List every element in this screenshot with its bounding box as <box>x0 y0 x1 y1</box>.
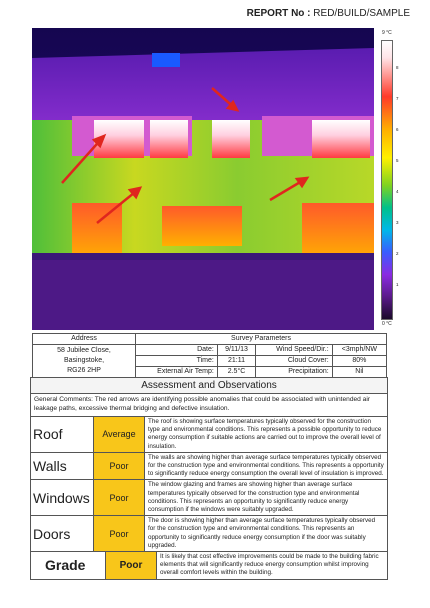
scale-tick: 2 <box>396 251 399 256</box>
address-heading: Address <box>33 334 136 345</box>
assessment-row-roof <box>30 417 388 453</box>
precip-label: Precipitation: <box>256 367 333 378</box>
wind-label: Wind Speed/Dir.: <box>256 345 333 356</box>
ext-temp-value: 2.5°C <box>217 367 255 378</box>
wind-value: <3mph/NW <box>332 345 386 356</box>
scale-tick: 4 <box>396 189 399 194</box>
report-number <box>247 8 410 19</box>
rating-badge: Poor <box>93 453 145 480</box>
scale-tick: 3 <box>396 220 399 225</box>
assessment-row-windows <box>30 480 388 516</box>
element-label: Windows <box>33 489 90 506</box>
assessment-row-walls <box>30 453 388 481</box>
element-description: The window glazing and frames are showing higher than average surface temperatures typically observed for the construction type and environmental conditions. This represents an opportunity to significantly reduce energy consumption if the windows were suitably upgraded. <box>148 481 360 514</box>
general-comments: General Comments: The red arrows are identifying possible anomalies that could be associated with unintended air leakage paths, excessive thermal bridging and defective insulation. <box>30 394 388 417</box>
scale-max-label: 9 °C <box>382 30 392 36</box>
cloud-label: Cloud Cover: <box>256 356 333 367</box>
element-label: Doors <box>33 525 71 542</box>
element-description: The walls are showing higher than average surface temperatures typically observed for the construction type and environmental conditions. This represents a opportunity to significantly reduce energy consumption the overall level of insulation is improved. <box>148 453 384 478</box>
precip-value: Nil <box>332 367 386 378</box>
report-number-prefix: REPORT No : <box>246 8 311 19</box>
scale-min-label: 0 °C <box>382 321 392 327</box>
element-label: Walls <box>33 458 67 475</box>
rating-badge: Poor <box>93 516 145 551</box>
address-line: 58 Jubilee Close, <box>57 347 111 354</box>
thermal-image <box>32 28 374 330</box>
assessment-row-grade <box>30 552 388 580</box>
element-label: Roof <box>33 426 63 443</box>
address-value <box>33 345 136 378</box>
time-value: 21:11 <box>217 356 255 367</box>
report-number-value: RED/BUILD/SAMPLE <box>313 8 410 19</box>
rating-badge: Average <box>93 417 145 452</box>
scale-gradient <box>381 40 393 320</box>
ext-temp-label: External Air Temp: <box>136 367 218 378</box>
scale-tick: 1 <box>396 282 399 287</box>
date-label: Date: <box>136 345 218 356</box>
date-value: 9/11/13 <box>217 345 255 356</box>
grade-description: It is likely that cost effective improvements could be made to the building fabric elements that will significantly reduce energy consumption whilst improving overall comfort levels within the building. <box>160 553 379 577</box>
grade-badge: Poor <box>105 552 157 579</box>
scale-tick: 5 <box>396 158 399 163</box>
address-line: RG26 2HP <box>67 367 101 374</box>
grade-label: Grade <box>45 557 86 574</box>
element-description: The roof is showing surface temperatures typically observed for the construction type and environmental conditions. This represents a possible opportunity to reduce energy consumption if suitable actions are carried out to improve the overall level of insulation. <box>148 418 382 450</box>
temperature-scale <box>378 28 410 330</box>
assessment-title: Assessment and Observations <box>30 377 388 394</box>
assessment-row-doors <box>30 516 388 552</box>
scale-tick: 6 <box>396 127 399 132</box>
cloud-value: 80% <box>332 356 386 367</box>
address-line: Basingstoke, <box>63 357 105 364</box>
survey-heading: Survey Parameters <box>136 334 387 345</box>
time-label: Time: <box>136 356 218 367</box>
rating-badge: Poor <box>93 480 145 515</box>
scale-tick: 8 <box>396 65 399 70</box>
element-description: The door is showing higher than average surface temperatures typically observed for the construction type and environmental conditions. This represents an opportunity to significantly reduce energy consumption if the door was suitably upgraded. <box>148 517 376 549</box>
survey-table <box>32 333 387 378</box>
scale-tick: 7 <box>396 96 399 101</box>
assessment-section <box>30 377 388 580</box>
